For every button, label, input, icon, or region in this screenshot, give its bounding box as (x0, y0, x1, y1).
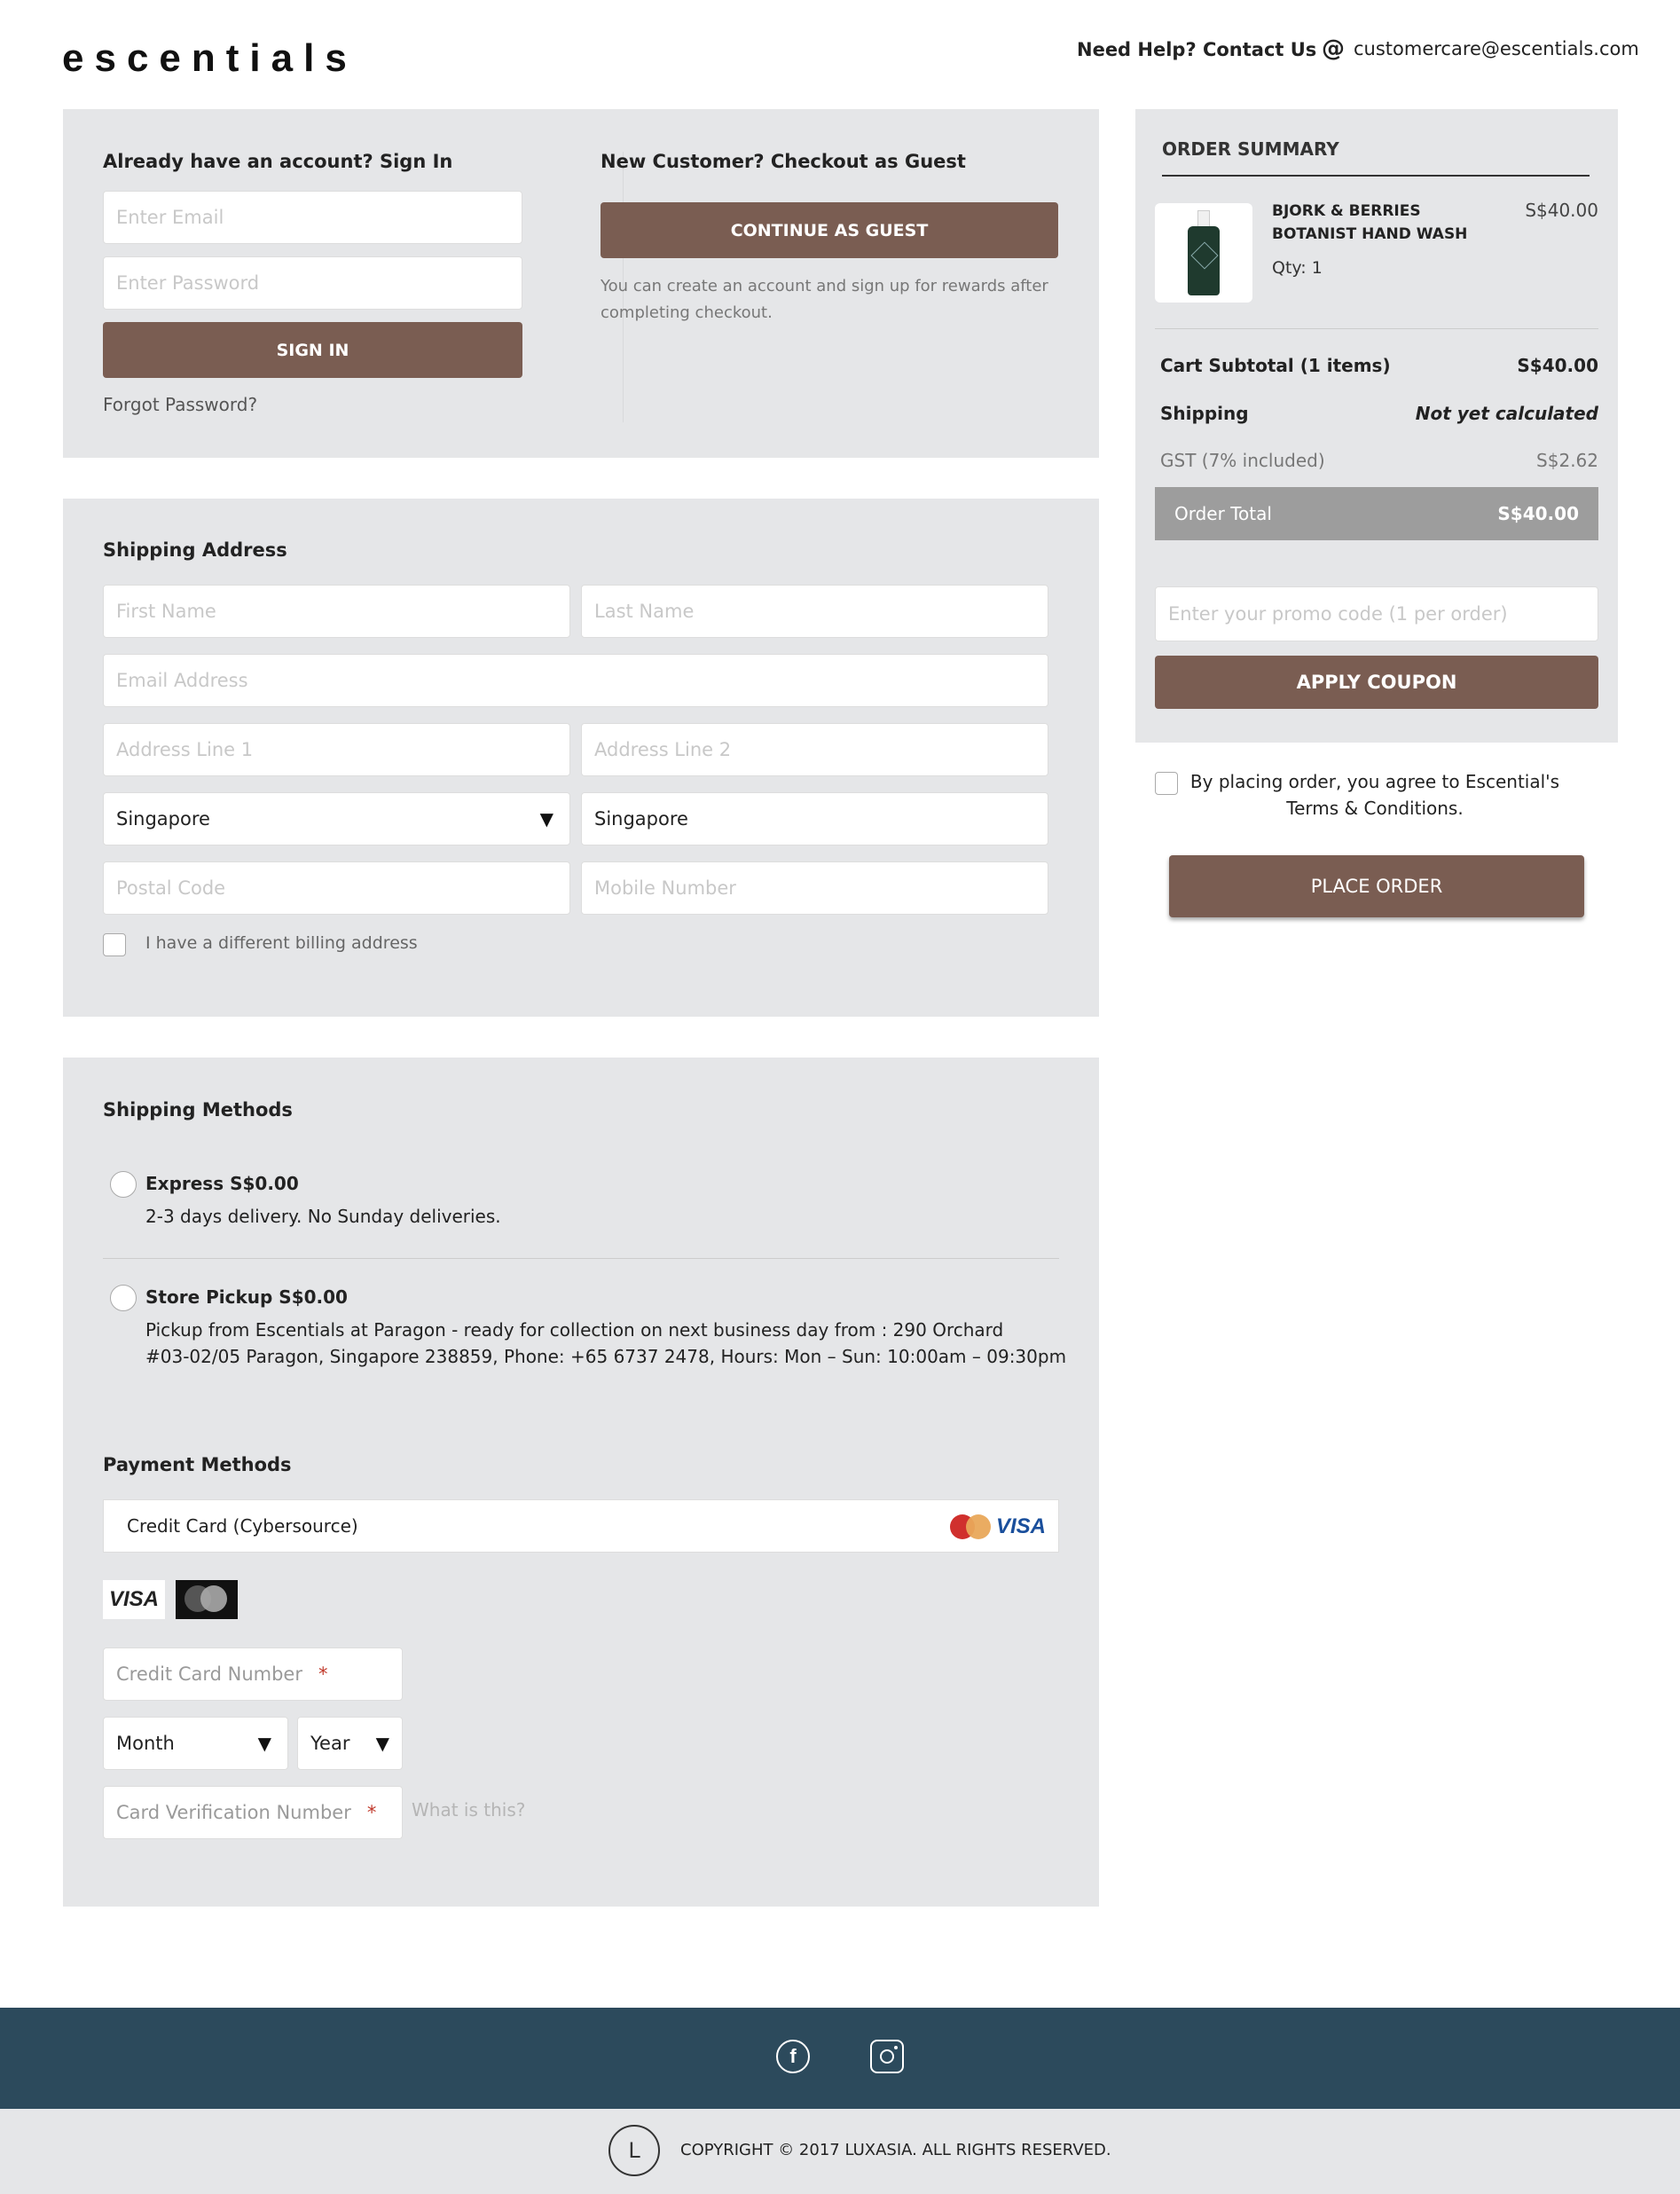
mastercard-card-icon[interactable] (176, 1580, 238, 1619)
contact-email[interactable] (1322, 35, 1639, 62)
continue-as-guest-button[interactable]: CONTINUE AS GUEST (601, 202, 1058, 258)
footer-copyright-bar (0, 2109, 1680, 2194)
forgot-password-link[interactable]: Forgot Password? (103, 394, 258, 415)
address-line1-placeholder: Address Line 1 (116, 739, 254, 760)
copyright-text: COPYRIGHT © 2017 LUXASIA. ALL RIGHTS RESERVED. (680, 2141, 1111, 2159)
summary-title-rule (1162, 175, 1590, 177)
terms-conditions-link[interactable]: Terms & Conditions. (1286, 798, 1464, 819)
visa-card-text: VISA (108, 1587, 159, 1611)
credit-card-method-option[interactable] (103, 1499, 1059, 1553)
first-name-placeholder: First Name (116, 601, 216, 622)
credit-card-method-label: Credit Card (Cybersource) (127, 1515, 358, 1537)
methods-divider (103, 1258, 1059, 1259)
expiry-year-value: Year (310, 1733, 350, 1754)
product-image[interactable] (1155, 203, 1252, 303)
product-price: S$40.00 (1525, 200, 1598, 221)
guest-heading: New Customer? Checkout as Guest (601, 151, 966, 172)
facebook-icon[interactable]: f (776, 2040, 810, 2073)
product-name-line1: BJORK & BERRIES (1272, 202, 1421, 220)
gst-value: S$2.62 (1536, 450, 1598, 471)
shipping-label: Shipping (1160, 403, 1249, 424)
product-name-line2: BOTANIST HAND WASH (1272, 225, 1468, 243)
summary-item-divider (1155, 328, 1598, 329)
instagram-dot-shape (894, 2046, 898, 2049)
store-pickup-description-line1: Pickup from Escentials at Paragon - ready for collection on next business day from : 290 Orchard (145, 1319, 1004, 1341)
store-pickup-title[interactable]: Store Pickup S$0.00 (145, 1286, 348, 1308)
footer-social-bar (0, 2008, 1680, 2109)
cvn-placeholder: Card Verification Number (116, 1802, 351, 1823)
email-address-input[interactable] (103, 654, 1048, 707)
account-panel (63, 109, 1099, 458)
subtotal-label: Cart Subtotal (1 items) (1160, 355, 1391, 376)
accepted-cards-logos (950, 1514, 1046, 1539)
order-total-bar (1155, 487, 1598, 540)
visa-icon: VISA (995, 1514, 1046, 1538)
terms-text (1189, 768, 1561, 822)
email-address-placeholder: Email Address (116, 670, 248, 691)
promo-code-input[interactable] (1155, 586, 1598, 641)
chevron-down-icon: ▼ (257, 1733, 271, 1754)
signin-email-placeholder: Enter Email (116, 207, 224, 228)
payment-methods-heading: Payment Methods (103, 1454, 292, 1475)
instagram-lens-shape (880, 2049, 894, 2064)
escentials-logo[interactable]: escentials (62, 36, 357, 80)
country-select[interactable] (103, 792, 570, 845)
signin-password-placeholder: Enter Password (116, 272, 260, 294)
contact-us-link[interactable]: Need Help? Contact Us (1077, 39, 1317, 60)
credit-card-number-placeholder: Credit Card Number (116, 1663, 302, 1685)
subtotal-value: S$40.00 (1517, 355, 1598, 376)
place-order-button[interactable]: PLACE ORDER (1169, 855, 1584, 917)
postal-code-input[interactable] (103, 861, 570, 915)
terms-line1: By placing order, you agree to Escential's (1189, 771, 1560, 792)
cvn-input[interactable] (103, 1786, 403, 1839)
store-pickup-radio[interactable] (110, 1285, 137, 1311)
order-summary-panel (1135, 109, 1618, 743)
subtotal-row (1160, 355, 1598, 376)
required-asterisk: * (318, 1663, 328, 1685)
address-line2-input[interactable] (581, 723, 1048, 776)
what-is-this-link[interactable]: What is this? (412, 1799, 526, 1820)
shipping-address-panel (63, 499, 1099, 1017)
store-pickup-description-line2: #03-02/05 Paragon, Singapore 238859, Phone: +65 6737 2478, Hours: Mon – Sun: 10:00am – 09:30pm (145, 1346, 1067, 1367)
gst-label: GST (7% included) (1160, 450, 1325, 471)
bottle-body-shape (1188, 226, 1220, 295)
chevron-down-icon: ▼ (375, 1733, 389, 1754)
shipping-value: Not yet calculated (1415, 403, 1598, 424)
express-radio[interactable] (110, 1171, 137, 1198)
shipping-payment-panel (63, 1058, 1099, 1907)
credit-card-number-input[interactable] (103, 1647, 403, 1701)
mastercard-icon (950, 1514, 991, 1539)
gst-row (1160, 450, 1598, 471)
instagram-icon[interactable] (870, 2040, 904, 2073)
city-value: Singapore (594, 808, 688, 830)
shipping-row (1160, 403, 1598, 424)
terms-checkbox[interactable] (1155, 772, 1178, 795)
billing-address-checkbox[interactable] (103, 933, 126, 956)
sign-in-button[interactable]: SIGN IN (103, 322, 522, 378)
order-total-label: Order Total (1174, 503, 1272, 524)
first-name-input[interactable] (103, 585, 570, 638)
expiry-month-select[interactable] (103, 1717, 288, 1770)
city-input[interactable] (581, 792, 1048, 845)
last-name-placeholder: Last Name (594, 601, 695, 622)
email-address: customercare@escentials.com (1354, 38, 1639, 59)
express-description: 2-3 days delivery. No Sunday deliveries. (145, 1206, 501, 1227)
at-icon: @ (1322, 35, 1345, 62)
luxasia-logo-icon: L (608, 2125, 660, 2176)
shipping-methods-heading: Shipping Methods (103, 1099, 293, 1121)
signin-password-input[interactable] (103, 256, 522, 310)
signin-heading: Already have an account? Sign In (103, 151, 453, 172)
site-header (0, 0, 1680, 108)
address-line2-placeholder: Address Line 2 (594, 739, 732, 760)
postal-code-placeholder: Postal Code (116, 877, 226, 899)
order-total-value: S$40.00 (1497, 503, 1579, 524)
expiry-month-value: Month (116, 1733, 175, 1754)
required-asterisk: * (366, 1802, 377, 1823)
product-qty: Qty: 1 (1272, 258, 1323, 278)
guest-note: You can create an account and sign up for rewards after completing checkout. (601, 277, 1048, 322)
last-name-input[interactable] (581, 585, 1048, 638)
shipping-address-heading: Shipping Address (103, 539, 287, 561)
product-name[interactable] (1272, 200, 1494, 246)
promo-code-placeholder: Enter your promo code (1 per order) (1168, 603, 1508, 625)
chevron-down-icon: ▼ (539, 808, 553, 830)
visa-card-icon[interactable] (103, 1580, 165, 1619)
signin-email-input[interactable] (103, 191, 522, 244)
mobile-number-placeholder: Mobile Number (594, 877, 736, 899)
expiry-year-select[interactable] (297, 1717, 403, 1770)
mobile-number-input[interactable] (581, 861, 1048, 915)
order-summary-title: ORDER SUMMARY (1162, 138, 1339, 160)
store-pickup-description (145, 1317, 1086, 1370)
express-title[interactable]: Express S$0.00 (145, 1173, 299, 1194)
address-line1-input[interactable] (103, 723, 570, 776)
billing-address-label[interactable]: I have a different billing address (145, 933, 418, 953)
apply-coupon-button[interactable]: APPLY COUPON (1155, 656, 1598, 709)
country-value: Singapore (116, 808, 210, 830)
